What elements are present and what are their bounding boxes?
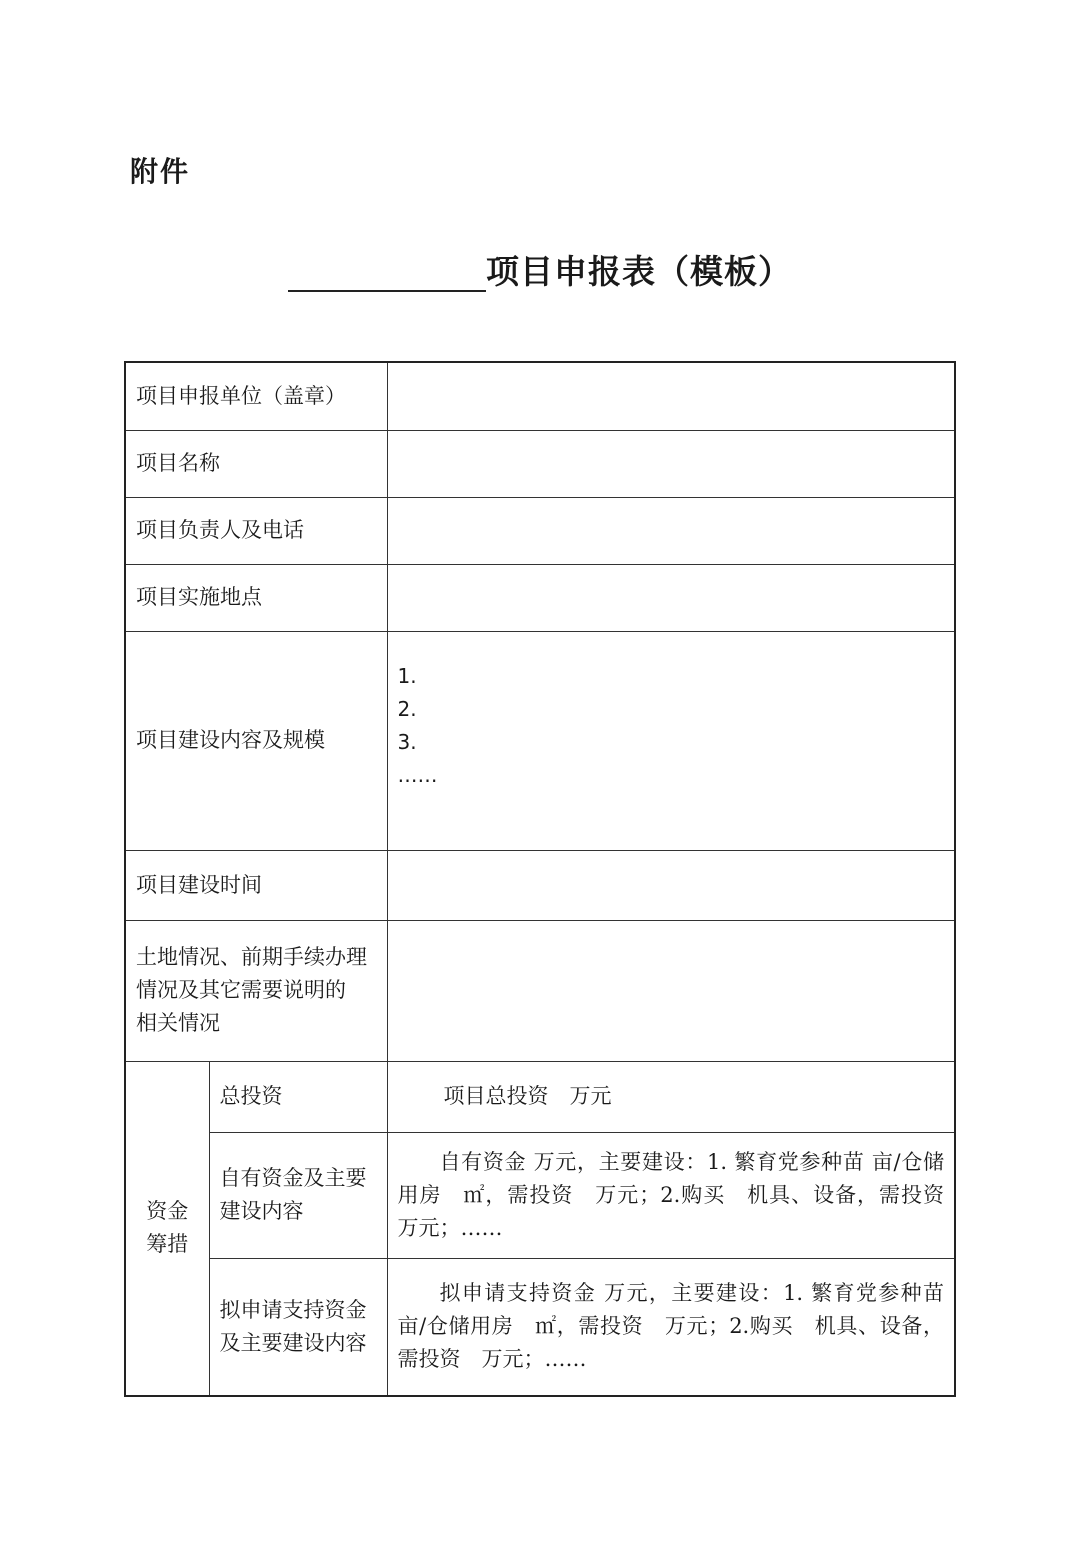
period-value-cell[interactable] [387,850,955,920]
land-label [125,920,387,1061]
table-row-total-investment [125,1061,955,1132]
land-label-line-2: 情况及其它需要说明的 [136,978,346,1002]
title-blank-line [288,254,486,292]
own-funds-text: 自有资金 万元，主要建设：1. 繁育党参种苗 亩/仓储用房 ㎡，需投资 万元；2.购买 机具、设备，需投资 万元；…… [397,1149,965,1240]
table-row-contact [125,497,955,564]
content-value-cell[interactable] [387,631,955,850]
content-item-ellipsis: …… [397,762,438,787]
content-item-2: 2. [397,696,417,721]
apply-funds-text: 拟申请支持资金 万元，主要建设：1. 繁育党参种苗 亩/仓储用房 ㎡，需投资 万元；2.购买 机具、设备，需投资 万元；…… [397,1281,944,1372]
location-label: 项目实施地点 [125,564,387,631]
table-row-own-funds [125,1132,955,1258]
content-label: 项目建设内容及规模 [125,631,387,850]
table-row-land [125,920,955,1061]
unit-value-cell[interactable] [387,362,955,430]
contact-value-cell[interactable] [387,497,955,564]
funding-group-label-line-1: 资金 [146,1199,189,1224]
location-value-cell[interactable] [387,564,955,631]
total-investment-value-cell[interactable] [387,1061,955,1132]
total-investment-label: 总投资 [209,1061,387,1132]
attachment-label: 附件 [130,155,191,188]
land-label-line-3: 相关情况 [136,1011,220,1035]
own-funds-label [209,1132,387,1258]
content-item-1: 1. [397,663,417,688]
total-investment-text: 项目总投资 万元 [443,1084,612,1108]
project-name-label: 项目名称 [125,430,387,497]
own-funds-label-line-2: 建设内容 [219,1199,304,1223]
unit-label: 项目申报单位（盖章） [125,362,387,430]
apply-funds-value-cell[interactable] [387,1258,955,1396]
period-label: 项目建设时间 [125,850,387,920]
content-item-3: 3. [397,729,417,754]
apply-funds-label-line-2: 及主要建设内容 [219,1330,367,1355]
land-value-cell[interactable] [387,920,955,1061]
land-label-line-1: 土地情况、前期手续办理 [136,945,367,969]
apply-funds-label [209,1258,387,1396]
funding-group-label-line-2: 筹措 [146,1232,189,1257]
funding-group-label [125,1061,209,1396]
table-row-name [125,430,955,497]
table-row-unit [125,362,955,430]
table-row-period [125,850,955,920]
page-title [288,252,792,292]
table-row-content [125,631,955,850]
apply-funds-label-line-1: 拟申请支持资金 [219,1297,367,1322]
title-text: 项目申报表（模板） [486,252,792,291]
table-row-apply-funds [125,1258,955,1396]
application-form-table [124,361,965,1397]
own-funds-label-line-1: 自有资金及主要 [219,1166,367,1190]
contact-label: 项目负责人及电话 [125,497,387,564]
own-funds-value-cell[interactable] [387,1132,965,1258]
project-name-value-cell[interactable] [387,430,955,497]
table-row-location [125,564,955,631]
